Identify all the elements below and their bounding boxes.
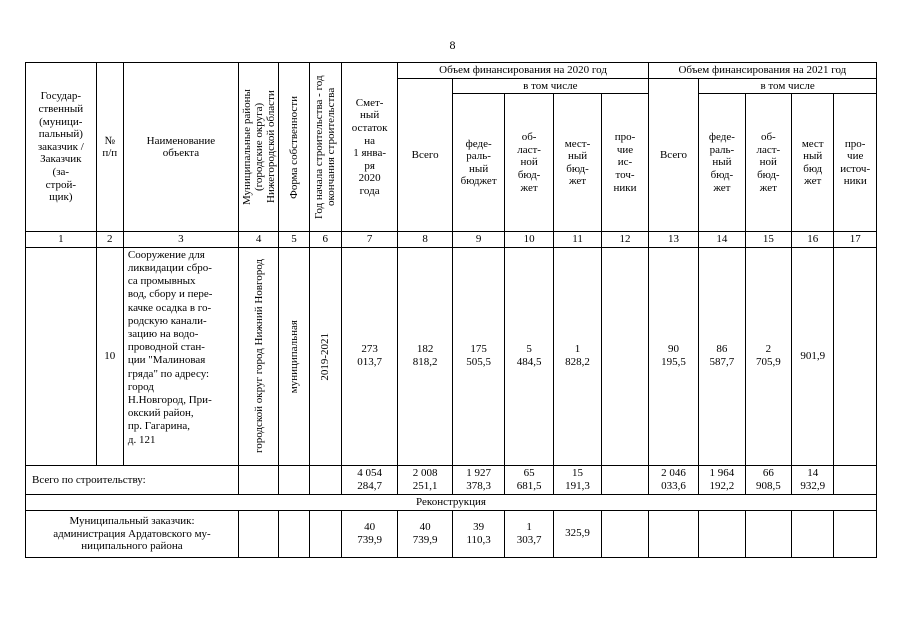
text-line: 1 964 xyxy=(709,466,735,479)
text-line: ный xyxy=(360,109,380,122)
text-line: ласт- xyxy=(756,143,781,156)
text-line: № xyxy=(104,134,116,147)
text-line: 1 янва- xyxy=(353,147,387,160)
text-line: ниципального района xyxy=(81,540,183,553)
text-line: бюд- xyxy=(757,169,780,182)
text-line: 1 927 xyxy=(466,466,491,479)
text-line: окский район, xyxy=(127,407,194,420)
text-line: 505,5 xyxy=(466,356,491,369)
header-oth2020 xyxy=(602,94,648,232)
row10-loc2021 xyxy=(792,247,834,465)
text-line: года xyxy=(359,185,380,198)
text-line: 4 054 xyxy=(357,466,382,479)
mc-estimate xyxy=(341,510,398,557)
text-line: объекта xyxy=(162,147,200,160)
text-line: 2020 xyxy=(358,172,381,185)
header-oth2021 xyxy=(834,94,877,232)
empty-cell xyxy=(602,465,648,494)
text-line: качке осадка в го- xyxy=(127,301,212,314)
header-districts: Муниципальные районы (городские округа) Нижегородской области xyxy=(238,63,278,232)
section-reconstruction: Реконструкция xyxy=(26,495,877,511)
header-object-name xyxy=(123,63,238,232)
text-line: 681,5 xyxy=(516,480,542,493)
header-fin2021: Объем финансирования на 2021 год xyxy=(648,63,876,79)
text-line: мест- xyxy=(564,137,591,150)
text-line: Наименование xyxy=(146,134,216,147)
text-line: жет xyxy=(568,175,587,188)
text-line: феде- xyxy=(465,137,492,150)
row10-num: 10 xyxy=(96,247,123,465)
mc-fed2020 xyxy=(452,510,504,557)
text-line: 901,9 xyxy=(800,349,826,362)
text-line: про- xyxy=(614,131,636,144)
text-line: 15 xyxy=(572,466,584,479)
row10-form: муниципальная xyxy=(279,247,309,465)
text-line: гряда" по адресу: xyxy=(127,367,210,380)
text-line: чие xyxy=(847,150,864,163)
text-line: 2 046 xyxy=(661,466,686,479)
text-line: 1 xyxy=(574,343,581,356)
row10-fed2021 xyxy=(699,247,745,465)
header-including2021: в том числе xyxy=(699,78,877,94)
text-line: 587,7 xyxy=(709,356,735,369)
row10-district: городской округ город Нижний Новгород xyxy=(238,247,278,465)
header-reg2021 xyxy=(745,94,791,232)
row10-fed2020 xyxy=(452,247,504,465)
text-line: 175 xyxy=(470,343,487,356)
text-line: ции "Малиновая xyxy=(127,354,206,367)
header-years: Год начала строительства - год окончания строительства xyxy=(309,63,341,232)
text-line: 14 xyxy=(807,466,819,479)
text-line: 40 xyxy=(419,520,431,533)
text-line: на xyxy=(364,134,376,147)
text-line: 705,9 xyxy=(755,356,781,369)
colnum: 3 xyxy=(123,232,238,248)
text-line: бюд- xyxy=(517,169,541,182)
text-line: вод, сбору и пере- xyxy=(127,288,213,301)
colnum: 5 xyxy=(279,232,309,248)
text-line: (муници- xyxy=(39,115,83,128)
mc-loc2020 xyxy=(553,510,601,557)
text-line: 86 xyxy=(716,343,728,356)
text-line: 40 xyxy=(364,520,376,533)
row10-oth2020 xyxy=(602,247,648,465)
text-line: жет xyxy=(804,175,822,188)
row10-loc2020 xyxy=(553,247,601,465)
header-loc2021 xyxy=(792,94,834,232)
total-reg2021 xyxy=(745,465,791,494)
text-line: 932,9 xyxy=(800,480,826,493)
header-including2020: в том числе xyxy=(452,78,648,94)
empty-cell xyxy=(279,465,309,494)
text-line: 325,9 xyxy=(565,527,590,540)
text-line: об- xyxy=(760,131,776,144)
empty-cell xyxy=(699,510,745,557)
empty-cell xyxy=(309,510,341,557)
header-estimate xyxy=(341,63,398,232)
mc-total2020 xyxy=(398,510,453,557)
text-line: Сооружение для xyxy=(127,248,205,261)
text-line: 191,3 xyxy=(565,480,590,493)
colnum: 4 xyxy=(238,232,278,248)
text-line: ственный xyxy=(38,102,84,115)
total-construction-label: Всего по строительству: xyxy=(26,465,239,494)
empty-cell xyxy=(602,510,648,557)
text-line: 182 xyxy=(416,343,434,356)
row10-customer xyxy=(26,247,97,465)
page-number: 8 xyxy=(449,38,456,52)
row10-reg2020 xyxy=(505,247,553,465)
text-line: остаток xyxy=(351,121,388,134)
empty-cell xyxy=(834,465,877,494)
total-estimate xyxy=(341,465,398,494)
text-line: 2 xyxy=(765,343,772,356)
colnum: 16 xyxy=(792,232,834,248)
total-total2021 xyxy=(648,465,698,494)
total-loc2021 xyxy=(792,465,834,494)
colnum: 8 xyxy=(398,232,453,248)
text-line: 303,7 xyxy=(516,533,542,546)
total-loc2020 xyxy=(553,465,601,494)
text-line: чие xyxy=(616,143,634,156)
text-line: бюд xyxy=(803,162,823,175)
colnum: 9 xyxy=(452,232,504,248)
text-line: ный xyxy=(712,156,732,169)
colnum: 14 xyxy=(699,232,745,248)
header-form: Форма собственности xyxy=(279,63,309,232)
text-line: феде- xyxy=(708,131,735,144)
municipal-customer-row xyxy=(26,510,877,557)
text-line: 033,6 xyxy=(661,480,686,493)
text-line: раль- xyxy=(466,150,491,163)
text-line: заказчик / xyxy=(37,140,84,153)
text-line: ной xyxy=(520,156,538,169)
colnum: 11 xyxy=(553,232,601,248)
colnum: 17 xyxy=(834,232,877,248)
colnum: 12 xyxy=(602,232,648,248)
text-line: п/п xyxy=(102,147,118,160)
text-line: Государ- xyxy=(40,90,81,103)
column-numbers-row xyxy=(26,232,877,248)
total-fed2020 xyxy=(452,465,504,494)
text-line: (за- xyxy=(52,166,70,179)
text-line: ис- xyxy=(617,156,633,169)
row10-years: 2019-2021 xyxy=(309,247,341,465)
header-customer xyxy=(26,63,97,232)
text-line: бюджет xyxy=(460,175,497,188)
colnum: 2 xyxy=(96,232,123,248)
text-line: жет xyxy=(759,181,777,194)
empty-cell xyxy=(279,510,309,557)
text-line: 66 xyxy=(762,466,774,479)
text-line: 828,2 xyxy=(565,356,590,369)
text-line: 378,3 xyxy=(466,480,491,493)
empty-cell xyxy=(238,465,278,494)
empty-cell xyxy=(834,510,877,557)
text-line: са промывных xyxy=(127,275,196,288)
text-line: мест xyxy=(801,137,824,150)
text-line: администрация Ардатовского му- xyxy=(53,527,211,540)
header-total2021: Всего xyxy=(648,78,698,232)
row10-total2020 xyxy=(398,247,453,465)
header-loc2020 xyxy=(553,94,601,232)
empty-cell xyxy=(792,510,834,557)
text-line: ликвидации сбро- xyxy=(127,262,212,275)
text-line: ный xyxy=(469,162,489,175)
header-total2020: Всего xyxy=(398,78,453,232)
row10-object-name xyxy=(123,247,238,465)
text-line: родскую канали- xyxy=(127,314,207,327)
row10-estimate xyxy=(341,247,398,465)
text-line: 251,1 xyxy=(412,480,438,493)
text-line: бюд- xyxy=(710,169,734,182)
row10-oth2021 xyxy=(834,247,877,465)
text-line: раль- xyxy=(709,143,735,156)
text-line: источ- xyxy=(840,162,871,175)
text-line: строй- xyxy=(45,178,76,191)
text-line: пр. Гагарина, xyxy=(127,420,191,433)
text-line: 273 xyxy=(361,343,378,356)
text-line: 110,3 xyxy=(466,533,491,546)
text-line: точ- xyxy=(615,169,635,182)
text-line: Смет- xyxy=(355,96,384,109)
text-line: 1 xyxy=(526,520,532,533)
text-line: 284,7 xyxy=(357,480,382,493)
text-line: 739,9 xyxy=(357,533,382,546)
colnum: 7 xyxy=(341,232,398,248)
text-line: ники xyxy=(843,175,867,188)
total-reg2020 xyxy=(505,465,553,494)
text-line: ники xyxy=(613,181,637,194)
text-line: жет xyxy=(520,181,538,194)
colnum: 13 xyxy=(648,232,698,248)
text-line: ный xyxy=(567,150,588,163)
empty-cell xyxy=(745,510,791,557)
text-line: 39 xyxy=(473,520,485,533)
text-line: 908,5 xyxy=(755,480,781,493)
financing-table xyxy=(25,62,877,558)
header-reg2020 xyxy=(505,94,553,232)
text-line: жет xyxy=(713,181,731,194)
colnum: 6 xyxy=(309,232,341,248)
text-line: 192,2 xyxy=(709,480,735,493)
text-line: ря xyxy=(364,159,375,172)
text-line: об- xyxy=(521,131,537,144)
text-line: 65 xyxy=(523,466,535,479)
colnum: 15 xyxy=(745,232,791,248)
header-num xyxy=(96,63,123,232)
text-line: зацию на водо- xyxy=(127,328,199,341)
empty-cell xyxy=(238,510,278,557)
text-line: 2 008 xyxy=(412,466,438,479)
text-line: 5 xyxy=(526,343,532,356)
header-fed2020 xyxy=(452,94,504,232)
mc-reg2020 xyxy=(505,510,553,557)
text-line: Заказчик xyxy=(40,153,82,166)
text-line: 484,5 xyxy=(516,356,542,369)
text-line: ной xyxy=(759,156,777,169)
text-line: д. 121 xyxy=(127,433,156,446)
text-line: бюд- xyxy=(566,162,589,175)
row10-reg2021 xyxy=(745,247,791,465)
text-line: пальный) xyxy=(38,128,83,141)
table-row xyxy=(26,247,877,465)
text-line: Н.Новгород, При- xyxy=(127,393,212,406)
text-line: про- xyxy=(844,137,866,150)
municipal-customer-label xyxy=(26,510,239,557)
text-line: 195,5 xyxy=(661,356,686,369)
colnum: 1 xyxy=(26,232,97,248)
empty-cell xyxy=(309,465,341,494)
text-line: проводной стан- xyxy=(127,341,205,354)
empty-cell xyxy=(648,510,698,557)
text-line: город xyxy=(127,380,154,393)
text-line: ный xyxy=(803,150,823,163)
header-fed2021 xyxy=(699,94,745,232)
text-line: Муниципальный заказчик: xyxy=(69,514,195,527)
text-line: 90 xyxy=(667,343,679,356)
colnum: 10 xyxy=(505,232,553,248)
total-fed2021 xyxy=(699,465,745,494)
header-fin2020: Объем финансирования на 2020 год xyxy=(398,63,648,79)
text-line: ласт- xyxy=(517,143,541,156)
text-line: 739,9 xyxy=(412,533,438,546)
text-line: 013,7 xyxy=(357,356,382,369)
row10-total2021 xyxy=(648,247,698,465)
total-total2020 xyxy=(398,465,453,494)
text-line: 818,2 xyxy=(412,356,438,369)
text-line: щик) xyxy=(49,191,73,204)
total-construction-row xyxy=(26,465,877,494)
